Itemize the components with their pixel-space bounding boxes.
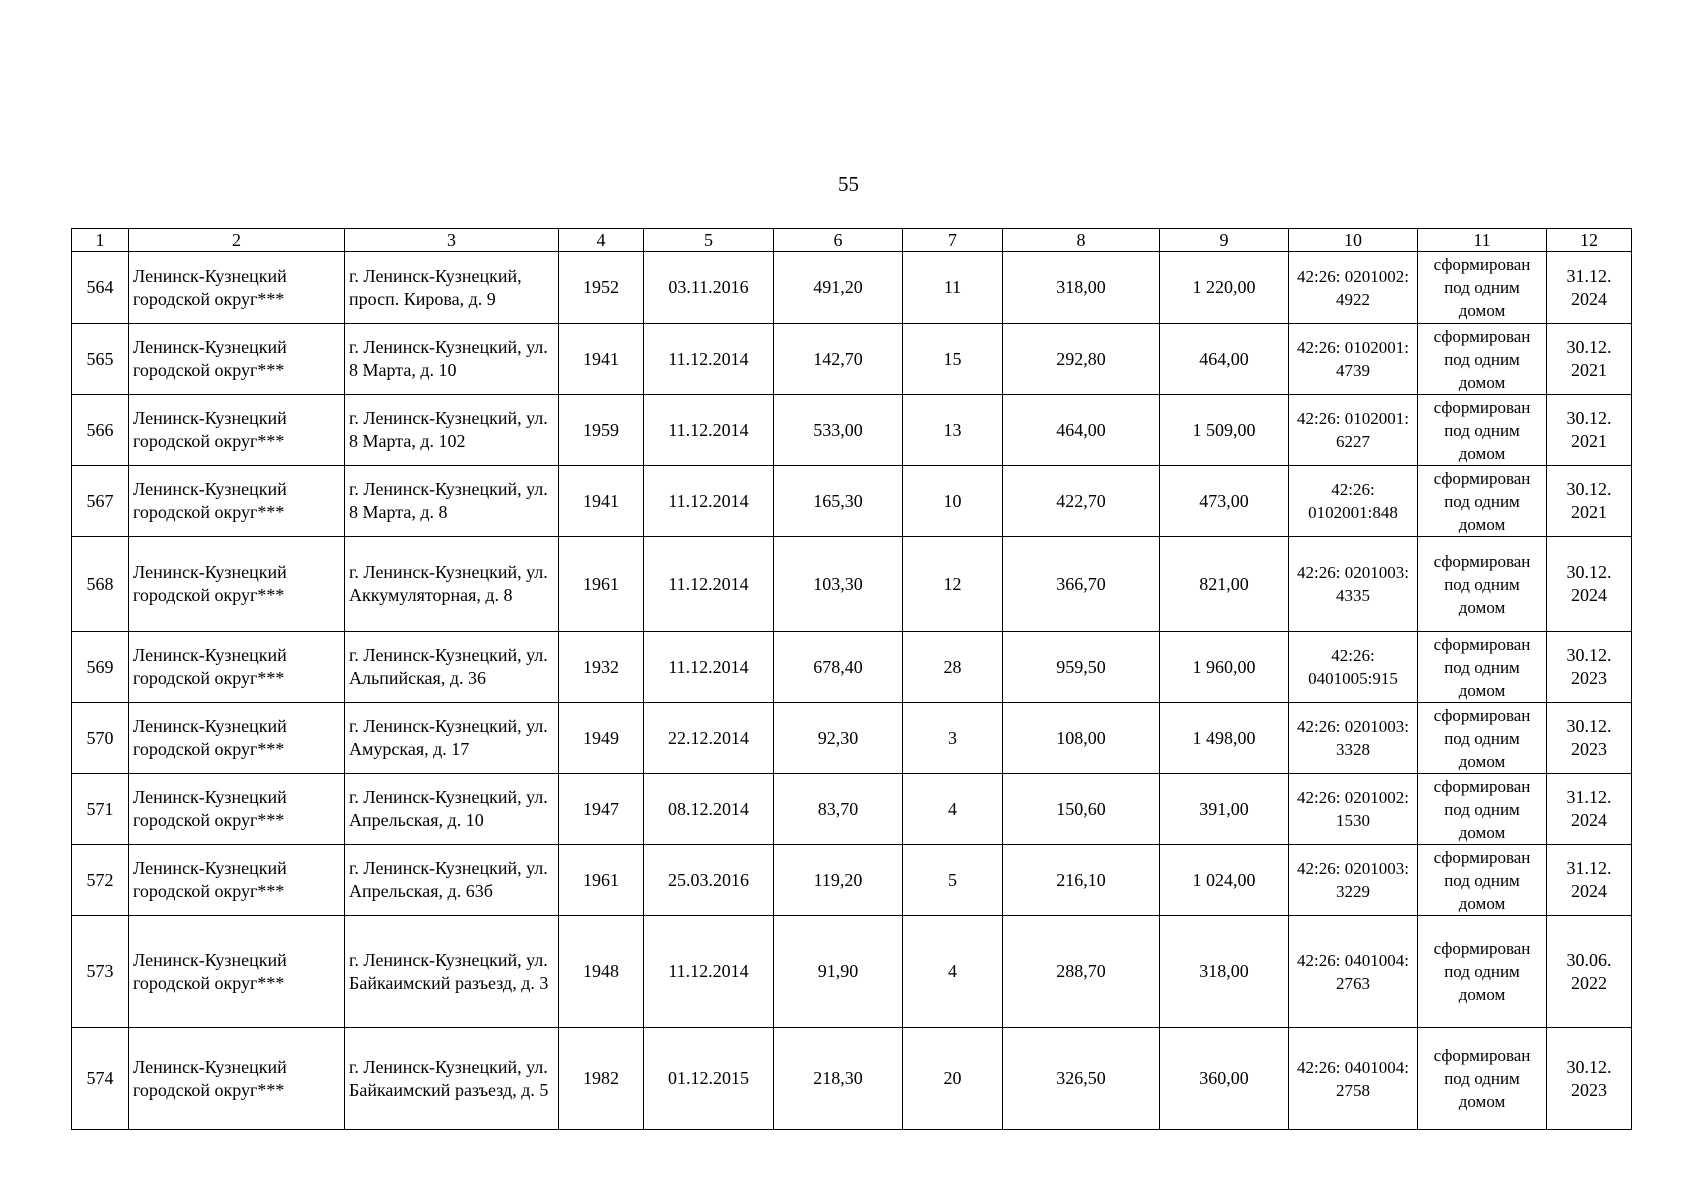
- year-built-cell: 1941: [559, 324, 644, 395]
- residents-cell: 28: [903, 632, 1003, 703]
- area-cell: 218,30: [774, 1028, 903, 1130]
- address-cell: г. Ленинск-Кузнецкий, просп. Кирова, д. 9: [345, 252, 559, 324]
- plot-area-cell: 391,00: [1160, 774, 1289, 845]
- municipality-cell: Ленинск-Кузнецкий городской округ***: [129, 632, 345, 703]
- deadline-cell: 30.12. 2021: [1547, 395, 1632, 466]
- address-cell: г. Ленинск-Кузнецкий, ул. 8 Марта, д. 102: [345, 395, 559, 466]
- table-body: [72, 252, 1632, 1130]
- column-header-2: 2: [129, 229, 345, 252]
- plot-status-cell: сформирован под одним домом: [1418, 845, 1547, 916]
- municipality-cell: Ленинск-Кузнецкий городской округ***: [129, 703, 345, 774]
- residents-cell: 4: [903, 774, 1003, 845]
- deadline-cell: 30.06. 2022: [1547, 916, 1632, 1028]
- land-area-cell: 366,70: [1003, 537, 1160, 632]
- deadline-cell: 30.12. 2021: [1547, 466, 1632, 537]
- area-cell: 678,40: [774, 632, 903, 703]
- table-header: [72, 229, 1632, 252]
- plot-status-cell: сформирован под одним домом: [1418, 774, 1547, 845]
- area-cell: 533,00: [774, 395, 903, 466]
- table-row: [72, 395, 1632, 466]
- area-cell: 91,90: [774, 916, 903, 1028]
- date-cell: 11.12.2014: [644, 537, 774, 632]
- land-area-cell: 288,70: [1003, 916, 1160, 1028]
- header-row: [72, 229, 1632, 252]
- column-header-5: 5: [644, 229, 774, 252]
- date-cell: 11.12.2014: [644, 324, 774, 395]
- deadline-cell: 31.12. 2024: [1547, 774, 1632, 845]
- column-header-12: 12: [1547, 229, 1632, 252]
- plot-area-cell: 1 509,00: [1160, 395, 1289, 466]
- area-cell: 165,30: [774, 466, 903, 537]
- year-built-cell: 1952: [559, 252, 644, 324]
- cadastral-number-cell: 42:26: 0201003: 3328: [1289, 703, 1418, 774]
- plot-area-cell: 473,00: [1160, 466, 1289, 537]
- address-cell: г. Ленинск-Кузнецкий, ул. Байкаимский разъезд, д. 3: [345, 916, 559, 1028]
- address-cell: г. Ленинск-Кузнецкий, ул. Байкаимский разъезд, д. 5: [345, 1028, 559, 1130]
- address-cell: г. Ленинск-Кузнецкий, ул. Апрельская, д. 63б: [345, 845, 559, 916]
- address-cell: г. Ленинск-Кузнецкий, ул. Альпийская, д. 36: [345, 632, 559, 703]
- column-header-6: 6: [774, 229, 903, 252]
- municipality-cell: Ленинск-Кузнецкий городской округ***: [129, 252, 345, 324]
- plot-area-cell: 1 220,00: [1160, 252, 1289, 324]
- municipality-cell: Ленинск-Кузнецкий городской округ***: [129, 395, 345, 466]
- residents-cell: 5: [903, 845, 1003, 916]
- residents-cell: 15: [903, 324, 1003, 395]
- year-built-cell: 1959: [559, 395, 644, 466]
- table-row: [72, 537, 1632, 632]
- column-header-8: 8: [1003, 229, 1160, 252]
- cadastral-number-cell: 42:26: 0201002: 4922: [1289, 252, 1418, 324]
- column-header-9: 9: [1160, 229, 1289, 252]
- residents-cell: 10: [903, 466, 1003, 537]
- cadastral-number-cell: 42:26: 0102001: 6227: [1289, 395, 1418, 466]
- land-area-cell: 959,50: [1003, 632, 1160, 703]
- residents-cell: 20: [903, 1028, 1003, 1130]
- year-built-cell: 1961: [559, 845, 644, 916]
- plot-area-cell: 464,00: [1160, 324, 1289, 395]
- deadline-cell: 30.12. 2024: [1547, 537, 1632, 632]
- year-built-cell: 1941: [559, 466, 644, 537]
- page-number: 55: [838, 172, 859, 196]
- plot-area-cell: 1 024,00: [1160, 845, 1289, 916]
- deadline-cell: 30.12. 2023: [1547, 1028, 1632, 1130]
- land-area-cell: 464,00: [1003, 395, 1160, 466]
- column-header-10: 10: [1289, 229, 1418, 252]
- row-number: 567: [72, 466, 129, 537]
- deadline-cell: 30.12. 2021: [1547, 324, 1632, 395]
- land-area-cell: 108,00: [1003, 703, 1160, 774]
- cadastral-number-cell: 42:26: 0201003: 3229: [1289, 845, 1418, 916]
- address-cell: г. Ленинск-Кузнецкий, ул. Аккумуляторная, д. 8: [345, 537, 559, 632]
- address-cell: г. Ленинск-Кузнецкий, ул. Апрельская, д. 10: [345, 774, 559, 845]
- plot-area-cell: 821,00: [1160, 537, 1289, 632]
- address-cell: г. Ленинск-Кузнецкий, ул. 8 Марта, д. 10: [345, 324, 559, 395]
- area-cell: 119,20: [774, 845, 903, 916]
- land-area-cell: 422,70: [1003, 466, 1160, 537]
- date-cell: 25.03.2016: [644, 845, 774, 916]
- cadastral-number-cell: 42:26: 0401004: 2758: [1289, 1028, 1418, 1130]
- residents-cell: 4: [903, 916, 1003, 1028]
- land-area-cell: 150,60: [1003, 774, 1160, 845]
- area-cell: 103,30: [774, 537, 903, 632]
- row-number: 566: [72, 395, 129, 466]
- row-number: 571: [72, 774, 129, 845]
- plot-status-cell: сформирован под одним домом: [1418, 466, 1547, 537]
- cadastral-number-cell: 42:26: 0201003: 4335: [1289, 537, 1418, 632]
- date-cell: 11.12.2014: [644, 466, 774, 537]
- table-row: [72, 845, 1632, 916]
- land-area-cell: 326,50: [1003, 1028, 1160, 1130]
- area-cell: 83,70: [774, 774, 903, 845]
- table-row: [72, 466, 1632, 537]
- row-number: 564: [72, 252, 129, 324]
- date-cell: 22.12.2014: [644, 703, 774, 774]
- year-built-cell: 1961: [559, 537, 644, 632]
- row-number: 569: [72, 632, 129, 703]
- date-cell: 11.12.2014: [644, 395, 774, 466]
- housing-registry-table: [71, 228, 1632, 1130]
- deadline-cell: 30.12. 2023: [1547, 632, 1632, 703]
- table-row: [72, 632, 1632, 703]
- date-cell: 03.11.2016: [644, 252, 774, 324]
- table-row: [72, 324, 1632, 395]
- deadline-cell: 30.12. 2023: [1547, 703, 1632, 774]
- column-header-3: 3: [345, 229, 559, 252]
- row-number: 574: [72, 1028, 129, 1130]
- land-area-cell: 216,10: [1003, 845, 1160, 916]
- table-row: [72, 703, 1632, 774]
- municipality-cell: Ленинск-Кузнецкий городской округ***: [129, 916, 345, 1028]
- municipality-cell: Ленинск-Кузнецкий городской округ***: [129, 466, 345, 537]
- date-cell: 11.12.2014: [644, 916, 774, 1028]
- residents-cell: 3: [903, 703, 1003, 774]
- municipality-cell: Ленинск-Кузнецкий городской округ***: [129, 774, 345, 845]
- deadline-cell: 31.12. 2024: [1547, 845, 1632, 916]
- land-area-cell: 318,00: [1003, 252, 1160, 324]
- address-cell: г. Ленинск-Кузнецкий, ул. 8 Марта, д. 8: [345, 466, 559, 537]
- row-number: 572: [72, 845, 129, 916]
- municipality-cell: Ленинск-Кузнецкий городской округ***: [129, 324, 345, 395]
- column-header-1: 1: [72, 229, 129, 252]
- plot-status-cell: сформирован под одним домом: [1418, 252, 1547, 324]
- table-row: [72, 1028, 1632, 1130]
- row-number: 568: [72, 537, 129, 632]
- plot-status-cell: сформирован под одним домом: [1418, 395, 1547, 466]
- land-area-cell: 292,80: [1003, 324, 1160, 395]
- date-cell: 01.12.2015: [644, 1028, 774, 1130]
- address-cell: г. Ленинск-Кузнецкий, ул. Амурская, д. 17: [345, 703, 559, 774]
- residents-cell: 13: [903, 395, 1003, 466]
- cadastral-number-cell: 42:26: 0401005:915: [1289, 632, 1418, 703]
- cadastral-number-cell: 42:26: 0201002: 1530: [1289, 774, 1418, 845]
- row-number: 570: [72, 703, 129, 774]
- column-header-4: 4: [559, 229, 644, 252]
- plot-status-cell: сформирован под одним домом: [1418, 324, 1547, 395]
- residents-cell: 11: [903, 252, 1003, 324]
- area-cell: 142,70: [774, 324, 903, 395]
- cadastral-number-cell: 42:26: 0401004: 2763: [1289, 916, 1418, 1028]
- cadastral-number-cell: 42:26: 0102001:848: [1289, 466, 1418, 537]
- column-header-7: 7: [903, 229, 1003, 252]
- plot-status-cell: сформирован под одним домом: [1418, 632, 1547, 703]
- year-built-cell: 1949: [559, 703, 644, 774]
- year-built-cell: 1932: [559, 632, 644, 703]
- plot-status-cell: сформирован под одним домом: [1418, 537, 1547, 632]
- residents-cell: 12: [903, 537, 1003, 632]
- table-row: [72, 774, 1632, 845]
- year-built-cell: 1982: [559, 1028, 644, 1130]
- municipality-cell: Ленинск-Кузнецкий городской округ***: [129, 1028, 345, 1130]
- column-header-11: 11: [1418, 229, 1547, 252]
- area-cell: 491,20: [774, 252, 903, 324]
- cadastral-number-cell: 42:26: 0102001: 4739: [1289, 324, 1418, 395]
- row-number: 565: [72, 324, 129, 395]
- year-built-cell: 1947: [559, 774, 644, 845]
- table-row: [72, 916, 1632, 1028]
- plot-area-cell: 1 498,00: [1160, 703, 1289, 774]
- plot-area-cell: 1 960,00: [1160, 632, 1289, 703]
- row-number: 573: [72, 916, 129, 1028]
- year-built-cell: 1948: [559, 916, 644, 1028]
- plot-status-cell: сформирован под одним домом: [1418, 1028, 1547, 1130]
- municipality-cell: Ленинск-Кузнецкий городской округ***: [129, 537, 345, 632]
- plot-status-cell: сформирован под одним домом: [1418, 703, 1547, 774]
- municipality-cell: Ленинск-Кузнецкий городской округ***: [129, 845, 345, 916]
- date-cell: 08.12.2014: [644, 774, 774, 845]
- area-cell: 92,30: [774, 703, 903, 774]
- plot-status-cell: сформирован под одним домом: [1418, 916, 1547, 1028]
- plot-area-cell: 318,00: [1160, 916, 1289, 1028]
- deadline-cell: 31.12. 2024: [1547, 252, 1632, 324]
- date-cell: 11.12.2014: [644, 632, 774, 703]
- table-row: [72, 252, 1632, 324]
- plot-area-cell: 360,00: [1160, 1028, 1289, 1130]
